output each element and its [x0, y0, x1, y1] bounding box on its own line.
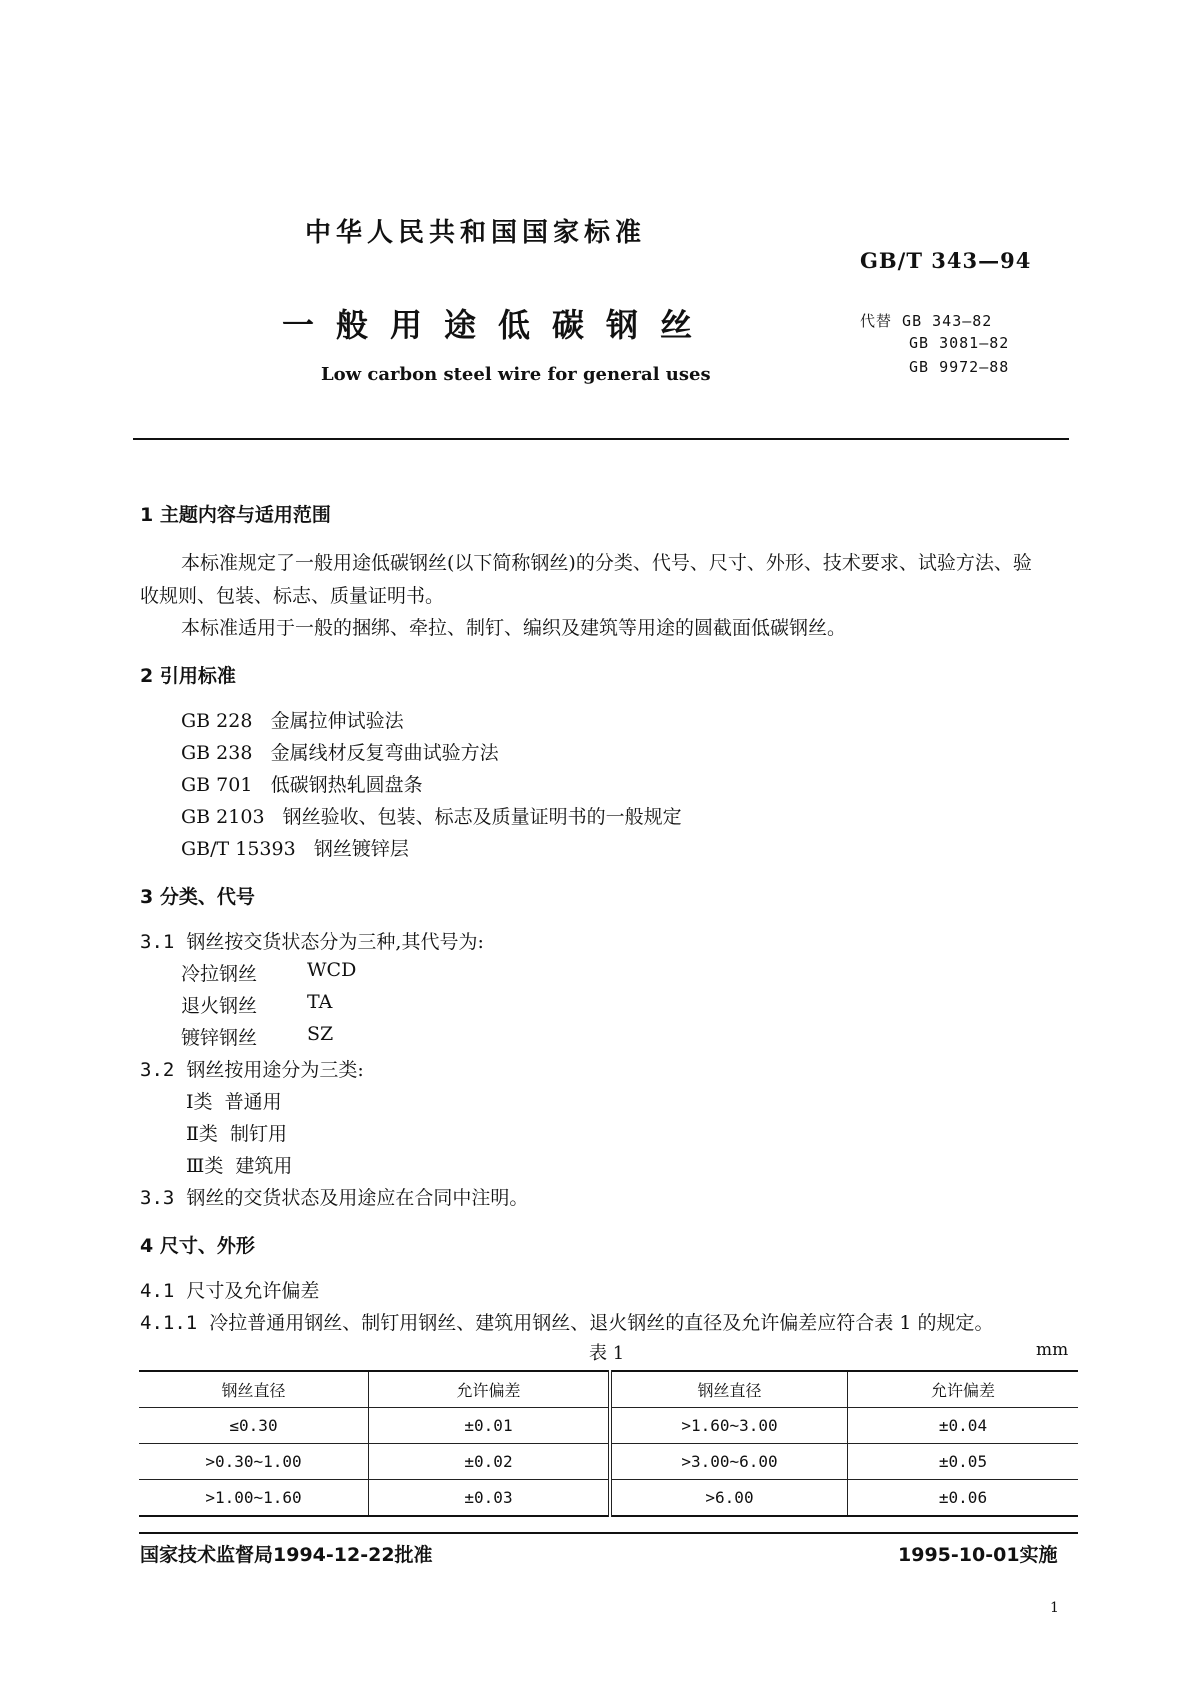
reference-code: GB 228	[181, 710, 253, 732]
section-1-paragraph-1-cont: 收规则、包装、标志、质量证明书。	[140, 585, 445, 607]
table-row	[139, 1444, 1078, 1480]
clause-number: 3.2	[140, 1059, 175, 1081]
table-cell: >1.00~1.60	[139, 1480, 369, 1517]
reference-item	[181, 738, 499, 765]
approval-line: 国家技术监督局1994-12-22批准	[140, 1544, 433, 1566]
clause-3-3	[140, 1183, 528, 1210]
table-cell: ≤0.30	[139, 1408, 369, 1444]
reference-item	[181, 706, 404, 733]
table-cell: >1.60~3.00	[610, 1408, 848, 1444]
reference-code: GB 2103	[181, 806, 265, 828]
table-cell: ±0.01	[369, 1408, 611, 1444]
diameter-tolerance-table	[139, 1370, 1078, 1517]
reference-name: 低碳钢热轧圆盘条	[270, 774, 423, 796]
replaces-label: 代替	[860, 312, 893, 330]
clause-text: 钢丝的交货状态及用途应在合同中注明。	[186, 1187, 529, 1209]
clause-number: 3.1	[140, 931, 175, 953]
footer-divider	[139, 1532, 1078, 1534]
table-row	[139, 1408, 1078, 1444]
state-name: 冷拉钢丝	[181, 963, 258, 985]
clause-3-2	[140, 1055, 364, 1082]
clause-4-1	[140, 1276, 319, 1303]
document-title: 一般用途低碳钢丝	[282, 306, 715, 344]
clause-text: 钢丝按用途分为三类:	[186, 1059, 364, 1081]
reference-item	[181, 770, 423, 797]
section-4-heading: 4 尺寸、外形	[140, 1235, 255, 1257]
class-use: 建筑用	[235, 1155, 293, 1177]
replaced-standard: GB 9972—88	[909, 358, 1010, 376]
class-name: Ⅰ类	[186, 1091, 213, 1113]
column-header: 钢丝直径	[139, 1371, 369, 1408]
reference-name: 钢丝验收、包装、标志及质量证明书的一般规定	[282, 806, 682, 828]
table-caption: 表 1	[589, 1343, 625, 1364]
table-header-row	[139, 1371, 1078, 1408]
document-subtitle: Low carbon steel wire for general uses	[321, 364, 711, 385]
section-1-paragraph-2: 本标准适用于一般的捆绑、牵拉、制钉、编织及建筑等用途的圆截面低碳钢丝。	[181, 617, 847, 639]
reference-name: 金属线材反复弯曲试验方法	[270, 742, 499, 764]
standard-number: GB/T 343—94	[860, 248, 1032, 273]
table-cell: >6.00	[610, 1480, 848, 1517]
class-name: Ⅱ类	[186, 1123, 218, 1145]
class-use: 制钉用	[230, 1123, 288, 1145]
clause-number: 3.3	[140, 1187, 175, 1209]
replaced-standard: GB 343—82	[902, 312, 993, 330]
table-cell: ±0.04	[848, 1408, 1079, 1444]
state-code: SZ	[307, 1023, 334, 1045]
class-item	[186, 1151, 292, 1178]
clause-3-1	[140, 927, 484, 954]
page-number: 1	[1050, 1600, 1059, 1616]
table-cell: >3.00~6.00	[610, 1444, 848, 1480]
header-divider	[133, 438, 1069, 440]
column-header: 允许偏差	[369, 1371, 611, 1408]
effective-date: 1995-10-01实施	[898, 1544, 1058, 1566]
table-cell: ±0.05	[848, 1444, 1079, 1480]
clause-text: 钢丝按交货状态分为三种,其代号为:	[186, 931, 484, 953]
national-standard-heading: 中华人民共和国国家标准	[305, 218, 647, 248]
clause-number: 4.1	[140, 1280, 175, 1302]
reference-code: GB 701	[181, 774, 253, 796]
reference-item	[181, 834, 409, 861]
table-row	[139, 1480, 1078, 1517]
table-cell: ±0.06	[848, 1480, 1079, 1517]
column-header: 允许偏差	[848, 1371, 1079, 1408]
clause-4-1-1	[140, 1308, 993, 1335]
class-item	[186, 1087, 282, 1114]
state-code: TA	[307, 991, 333, 1013]
clause-text: 冷拉普通用钢丝、制钉用钢丝、建筑用钢丝、退火钢丝的直径及允许偏差应符合表 1 的规定。	[209, 1312, 994, 1334]
reference-name: 钢丝镀锌层	[313, 838, 409, 860]
class-item	[186, 1119, 287, 1146]
replaced-standard: GB 3081—82	[909, 334, 1010, 352]
reference-name: 金属拉伸试验法	[270, 710, 404, 732]
reference-item	[181, 802, 682, 829]
state-code: WCD	[307, 959, 357, 981]
section-1-paragraph-1: 本标准规定了一般用途低碳钢丝(以下简称钢丝)的分类、代号、尺寸、外形、技术要求、试验方法、验	[181, 552, 1032, 574]
class-name: Ⅲ类	[186, 1155, 224, 1177]
table-cell: >0.30~1.00	[139, 1444, 369, 1480]
reference-code: GB/T 15393	[181, 838, 296, 860]
state-name: 退火钢丝	[181, 995, 258, 1017]
class-use: 普通用	[224, 1091, 282, 1113]
clause-number: 4.1.1	[140, 1312, 198, 1334]
reference-code: GB 238	[181, 742, 253, 764]
table-cell: ±0.03	[369, 1480, 611, 1517]
state-name: 镀锌钢丝	[181, 1027, 258, 1049]
replaces-line-1	[860, 310, 992, 331]
column-header: 钢丝直径	[610, 1371, 848, 1408]
section-1-heading: 1 主题内容与适用范围	[140, 504, 331, 526]
section-2-heading: 2 引用标准	[140, 665, 236, 687]
table-cell: ±0.02	[369, 1444, 611, 1480]
table-unit: mm	[1036, 1340, 1069, 1360]
clause-text: 尺寸及允许偏差	[186, 1280, 320, 1302]
section-3-heading: 3 分类、代号	[140, 886, 255, 908]
